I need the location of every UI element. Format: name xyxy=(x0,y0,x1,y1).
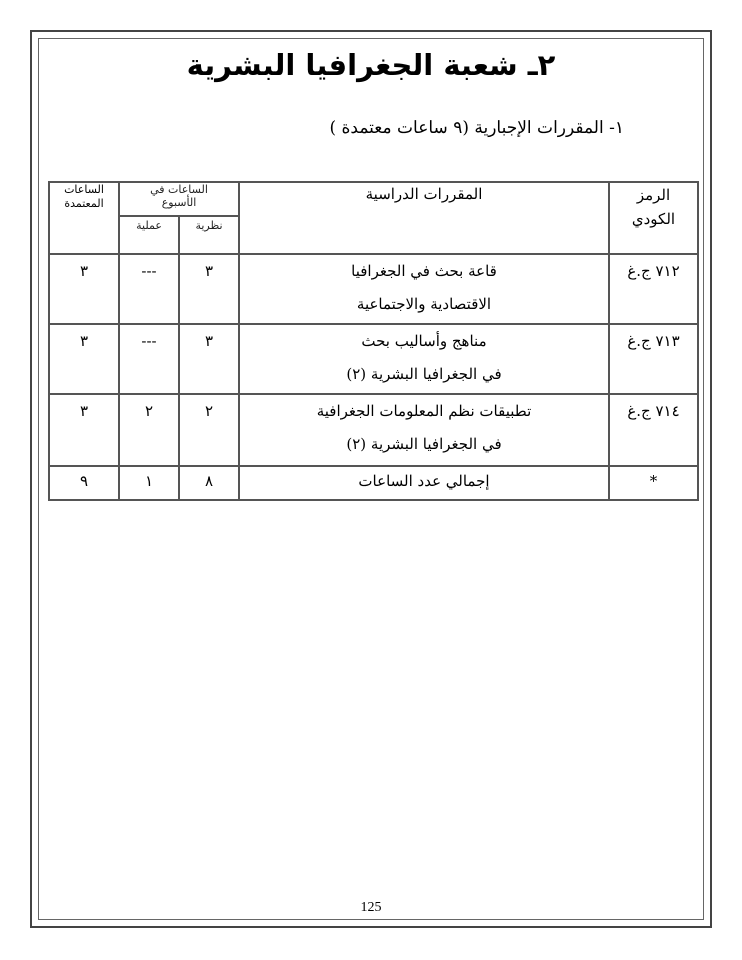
credit-hours: ٣ xyxy=(49,324,119,394)
header-code xyxy=(609,182,698,254)
total-credit-hours: ٩ xyxy=(49,466,119,500)
header-theory: نظرية xyxy=(179,216,239,254)
practical-hours: --- xyxy=(119,254,179,324)
theory-hours: ٣ xyxy=(179,254,239,324)
course-name-line2: الاقتصادية والاجتماعية xyxy=(356,295,492,313)
course-name xyxy=(239,324,609,394)
header-weekly-hours-line1: الساعات في xyxy=(150,183,208,196)
table-row xyxy=(49,394,698,466)
course-name-line1: تطبيقات نظم المعلومات الجغرافية xyxy=(316,402,532,420)
header-code-line1: الرمز xyxy=(636,186,671,204)
theory-hours: ٢ xyxy=(179,394,239,466)
page-number: 125 xyxy=(360,900,382,915)
theory-hours: ٣ xyxy=(179,324,239,394)
course-name-line1: قاعة بحث في الجغرافيا xyxy=(351,262,497,280)
course-name xyxy=(239,394,609,466)
course-name-line1: مناهج وأساليب بحث xyxy=(361,332,487,350)
table-row xyxy=(49,324,698,394)
table-total-row xyxy=(49,466,698,500)
total-label: إجمالي عدد الساعات xyxy=(239,466,609,500)
page-title: ٢ـ شعبة الجغرافيا البشرية xyxy=(186,48,556,82)
header-credit-line2: المعتمدة xyxy=(64,197,104,210)
table-header-row xyxy=(49,182,698,216)
header-practical: عملية xyxy=(119,216,179,254)
practical-hours: ٢ xyxy=(119,394,179,466)
course-name-line2: في الجغرافيا البشرية (٢) xyxy=(346,365,502,383)
header-courses: المقررات الدراسية xyxy=(239,182,609,254)
header-weekly-hours xyxy=(119,182,239,216)
courses-table xyxy=(48,181,699,501)
course-name-line2: في الجغرافيا البشرية (٢) xyxy=(346,435,502,453)
course-code: ٧١٤ ج.غ xyxy=(609,394,698,466)
total-code: * xyxy=(609,466,698,500)
course-code: ٧١٣ ج.غ xyxy=(609,324,698,394)
course-code: ٧١٢ ج.غ xyxy=(609,254,698,324)
header-credit-hours xyxy=(49,182,119,254)
total-practical-hours: ١ xyxy=(119,466,179,500)
table-row xyxy=(49,254,698,324)
header-weekly-hours-line2: الأسبوع xyxy=(161,196,197,209)
section-heading: ١- المقررات الإجبارية (٩ ساعات معتمدة ) xyxy=(329,118,624,138)
credit-hours: ٣ xyxy=(49,254,119,324)
total-theory-hours: ٨ xyxy=(179,466,239,500)
course-name xyxy=(239,254,609,324)
header-code-line2: الكودي xyxy=(631,210,676,228)
practical-hours: --- xyxy=(119,324,179,394)
header-credit-line1: الساعات xyxy=(64,183,104,196)
credit-hours: ٣ xyxy=(49,394,119,466)
